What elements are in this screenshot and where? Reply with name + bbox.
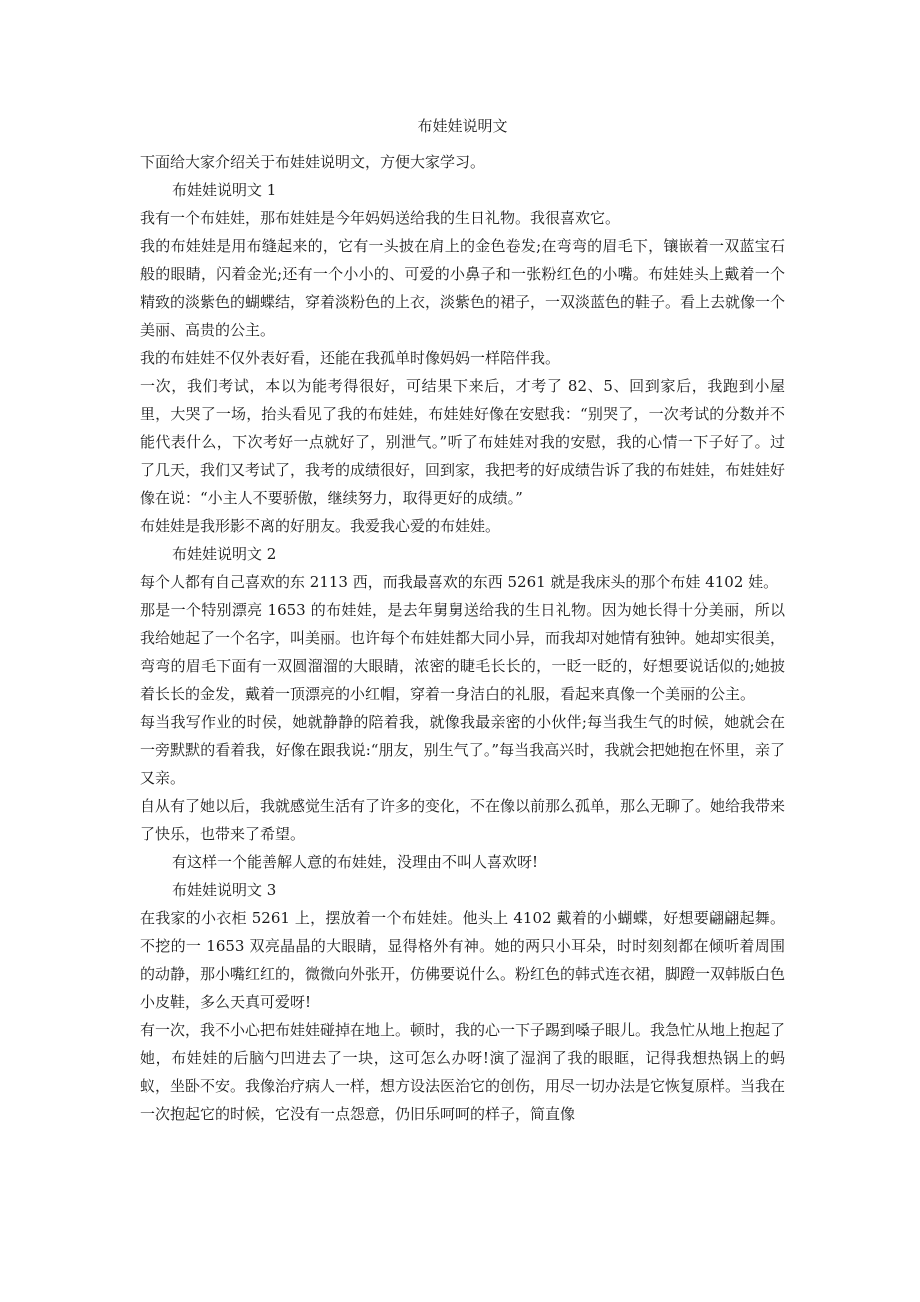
body-paragraph: 我有一个布娃娃，那布娃娃是今年妈妈送给我的生日礼物。我很喜欢它。 <box>140 209 621 227</box>
body-paragraph: 布娃娃是我形影不离的好朋友。我爱我心爱的布娃娃。 <box>140 517 501 535</box>
document-body <box>140 148 785 1128</box>
body-paragraph: 我的布娃娃是用布缝起来的，它有一头披在肩上的金色卷发;在弯弯的眉毛下，镶嵌着一双蓝宝石般的眼睛，闪着金光;还有一个小小的、可爱的小鼻子和一张粉红色的小嘴。布娃娃头上戴着一个精致的淡紫色的蝴蝶结，穿着淡粉色的上衣，淡紫色的裙子，一双淡蓝色的鞋子。看上去就像一个美丽、高贵的公主。 <box>140 237 786 339</box>
section-heading: 布娃娃说明文 3 <box>172 881 277 899</box>
section-heading: 有这样一个能善解人意的布娃娃，没理由不叫人喜欢呀! <box>172 853 539 871</box>
body-paragraph: 有一次，我不小心把布娃娃碰掉在地上。顿时，我的心一下子踢到嗓子眼儿。我急忙从地上抱起了她，布娃娃的后脑勺凹进去了一块，这可怎么办呀!演了湿润了我的眼眶，记得我想热锅上的蚂蚁，坐卧不安。我像治疗病人一样，想方设法医治它的创伤，用尽一切办法是它恢复原样。当我在一次抱起它的时候，它没有一点怨意，仍旧乐呵呵的样子，简直像 <box>140 1021 786 1123</box>
section-heading: 布娃娃说明文 1 <box>172 181 277 199</box>
body-paragraph: 在我家的小衣柜 5261 上，摆放着一个布娃娃。他头上 4102 戴着的小蝴蝶，好想要翩翩起舞。不挖的一 1653 双亮晶晶的大眼睛，显得格外有神。她的两只小耳朵，时时刻刻都在倾听着周围的动静，那小嘴红红的，微微向外张开，仿佛要说什么。粉红色的韩式连衣裙，脚蹬一双韩版白色小皮鞋，多么天真可爱呀! <box>140 909 786 1011</box>
body-paragraph: 自从有了她以后，我就感觉生活有了许多的变化，不在像以前那么孤单，那么无聊了。她给我带来了快乐，也带来了希望。 <box>140 797 786 843</box>
body-paragraph: 每当我写作业的时侯，她就静静的陪着我，就像我最亲密的小伙伴;每当我生气的时候，她就会在一旁默默的看着我，好像在跟我说:“朋友，别生气了。”每当我高兴时，我就会把她抱在怀里，亲了又亲。 <box>140 713 785 787</box>
body-paragraph: 每个人都有自己喜欢的东 2113 西，而我最喜欢的东西 5261 就是我床头的那个布娃 4102 娃。 <box>140 573 779 591</box>
body-paragraph: 下面给大家介绍关于布娃娃说明文，方便大家学习。 <box>140 153 486 171</box>
section-heading: 布娃娃说明文 2 <box>172 545 277 563</box>
document-page <box>140 112 785 1128</box>
body-paragraph: 那是一个特别漂亮 1653 的布娃娃，是去年舅舅送给我的生日礼物。因为她长得十分美丽，所以我给她起了一个名字，叫美丽。也许每个布娃娃都大同小异，而我却对她情有独钟。她却实很美，弯弯的眉毛下面有一双圆溜溜的大眼睛，浓密的睫毛长长的，一眨一眨的，好想要说话似的;她披着长长的金发，戴着一顶漂亮的小红帽，穿着一身洁白的礼服，看起来真像一个美丽的公主。 <box>140 601 786 703</box>
body-paragraph: 我的布娃娃不仅外表好看，还能在我孤单时像妈妈一样陪伴我。 <box>140 349 561 367</box>
body-paragraph: 一次，我们考试，本以为能考得很好，可结果下来后，才考了 82、5、回到家后，我跑到小屋里，大哭了一场，抬头看见了我的布娃娃，布娃娃好像在安慰我：“别哭了，一次考试的分数并不能代表什么，下次考好一点就好了，别泄气。”听了布娃娃对我的安慰，我的心情一下子好了。过了几天，我们又考试了，我考的成绩很好，回到家，我把考的好成绩告诉了我的布娃娃，布娃娃好像在说：“小主人不要骄傲，继续努力，取得更好的成绩。” <box>140 377 786 507</box>
document-title: 布娃娃说明文 <box>417 117 508 135</box>
